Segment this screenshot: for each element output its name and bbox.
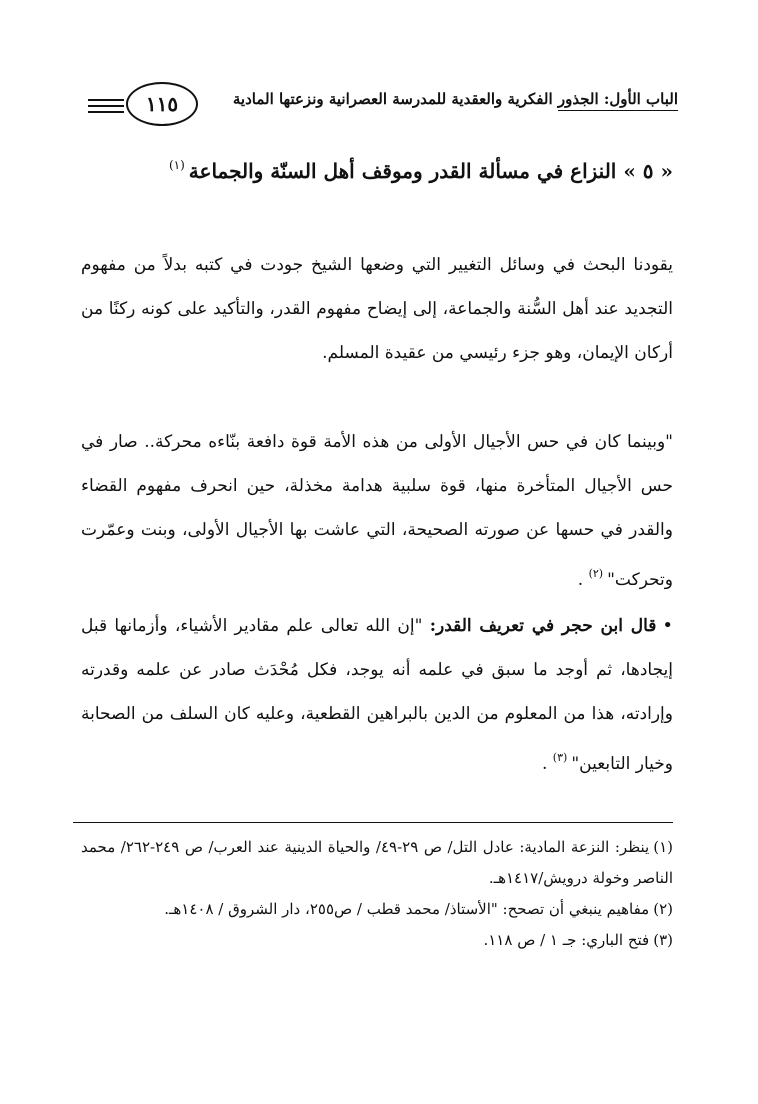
header-rule xyxy=(88,105,124,107)
page-number: ١١٥ xyxy=(126,82,198,126)
quote-paragraph: "وبينما كان في حس الأجيال الأولى من هذه الأمة قوة دافعة بنّاءه محركة.. صار في حس الأجيال المتأخرة منها، قوة سلبية هدامة مخذلة، حين انحرف مفهوم القضاء والقدر في حسها عن صورته الصحيحة، التي عاشت بها الأجيال الأولى، وبنت وعمّرت وتحركت"$^{(٢)}$ . xyxy=(81,432,673,590)
footnote-ref: (٣) xyxy=(552,751,568,764)
running-header xyxy=(88,80,678,130)
footnote-text: مفاهيم ينبغي أن تصحح: "الأستاذ/ محمد قطب / ص٢٥٥، دار الشروق / ١٤٠٨هـ. xyxy=(164,900,650,918)
header-title: الباب الأول: الجذور الفكرية والعقدية للمدرسة العصرانية ونزعتها المادية xyxy=(232,90,678,108)
header-rule xyxy=(558,110,678,111)
footnote-text: فتح الباري: جـ ١ / ص ١١٨. xyxy=(483,931,650,949)
footnote-ref: (٢) xyxy=(588,567,604,580)
footnote-divider xyxy=(73,822,673,823)
section-heading-text: « ٥ » النزاع في مسألة القدر وموقف أهل السنّة والجماعة xyxy=(188,159,673,183)
definition-paragraph: •قال ابن حجر في تعريف القدر: "إن الله تعالى علم مقادير الأشياء، وأزمانها قبل إيجادها، ثم أوجد ما سبق في علمه أنه يوجد، فكل مُحْدَث صادر عن علمه وقدرته وإرادته، هذا من المعلوم من الدين بالبراهين القطعية، وعليه كان السلف من الصحابة وخيار التابعين"$^{(٣)}$ . xyxy=(81,615,674,774)
footnote xyxy=(81,832,673,894)
section-heading xyxy=(73,158,673,183)
footnote-text: ينظر: النزعة المادية: عادل التل/ ص ٢٩-٤٩/ والحياة الدينية عند العرب/ ص ٢٤٩-٢٦٢/ محمد الناصر وخولة درويش/١٤١٧هـ. xyxy=(81,838,673,887)
bullet-icon: • xyxy=(662,615,674,636)
paragraph-lead: قال ابن حجر في تعريف القدر: xyxy=(429,616,657,636)
paragraph: يقودنا البحث في وسائل التغيير التي وضعها الشيخ جودت في كتبه بدلاً من مفهوم التجديد عند أهل السُّنة والجماعة، إلى إيضاح مفهوم القدر، والتأكيد على كونه ركنًا من أركان الإيمان، وهو جزء رئيسي من عقيدة المسلم. xyxy=(81,255,673,363)
header-rule xyxy=(88,111,124,113)
footnote-number: (٢) xyxy=(653,900,673,918)
footnotes xyxy=(81,832,673,956)
footnote xyxy=(81,894,673,925)
header-rule xyxy=(88,99,124,101)
quote-text: "وبينما كان في حس الأجيال الأولى من هذه الأمة قوة دافعة بنّاءه محركة.. صار في حس الأجيال المتأخرة منها، قوة سلبية هدامة مخذلة، حين انحرف مفهوم القضاء والقدر في حسها عن صورته الصحيحة، التي عاشت بها الأجيال الأولى، وبنت وعمّرت وتحركت" xyxy=(81,432,673,590)
footnote-number: (٣) xyxy=(653,931,673,949)
definition-text: "إن الله تعالى علم مقادير الأشياء، وأزمانها قبل إيجادها، ثم أوجد ما سبق في علمه أنه يوجد، فكل مُحْدَث صادر عن علمه وقدرته وإرادته، هذا من المعلوم من الدين بالبراهين القطعية، وعليه كان السلف من الصحابة وخيار التابعين" xyxy=(81,616,673,774)
footnote-number: (١) xyxy=(653,838,673,856)
footnote-ref: (١) xyxy=(168,158,185,172)
footnote xyxy=(81,925,673,956)
